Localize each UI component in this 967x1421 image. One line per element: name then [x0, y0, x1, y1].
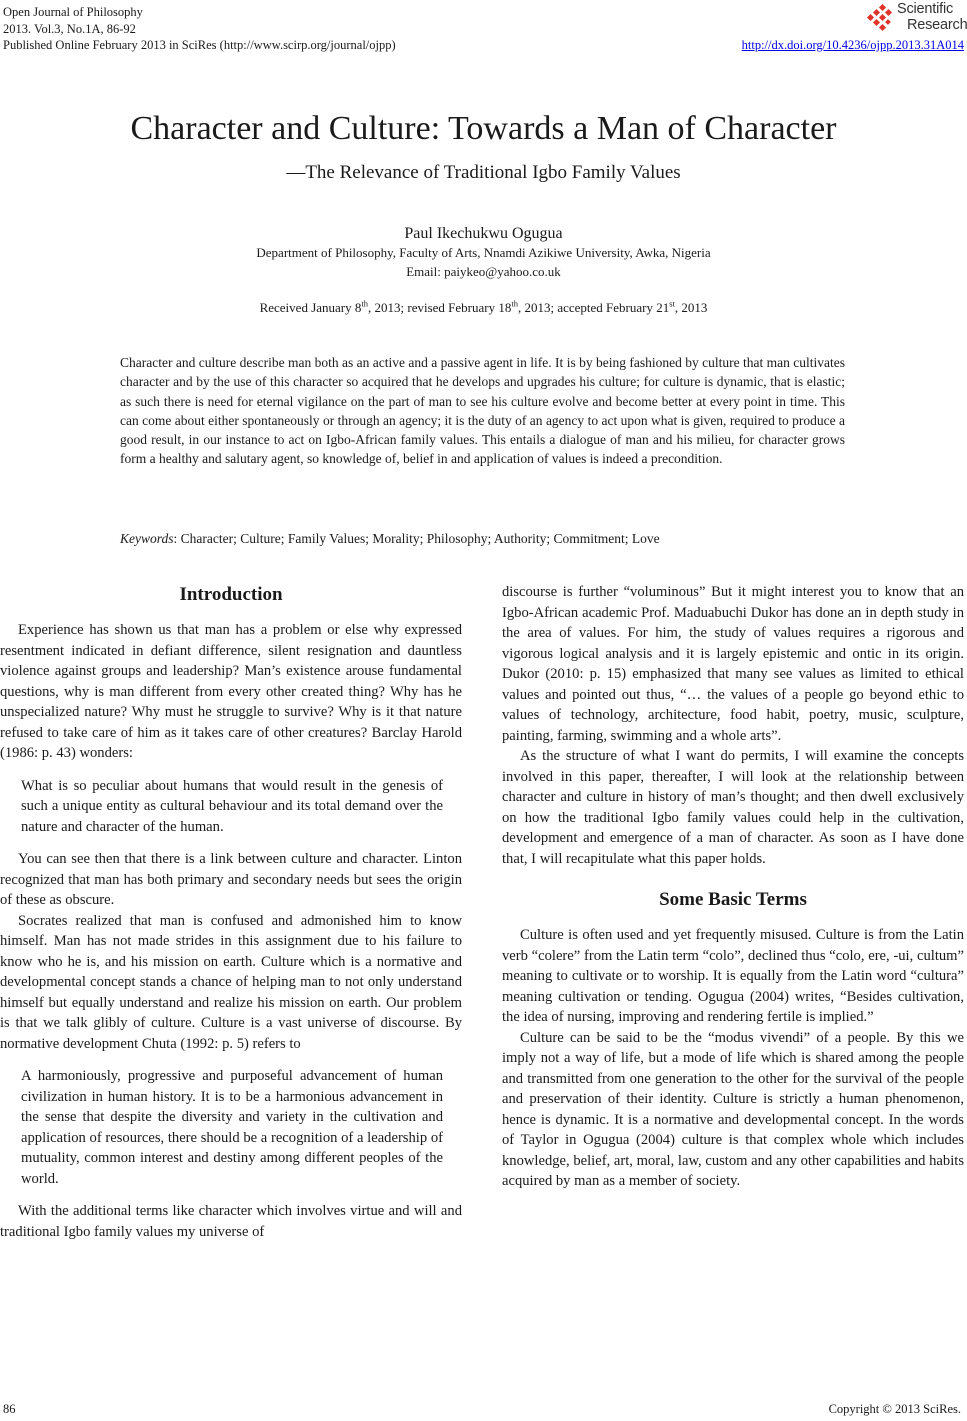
paragraph: Experience has shown us that man has a problem or else why expressed resentment indicated in defiant difference, silent resignation and dauntless violence against groups and leadership? Man’s existence arouse fundamental questions, why is man different from every other created thing? Why has he unspecialized nature? Why must he struggle to survive? Why is it that nature refused to take care of him as it takes care of other creatures? Barclay Harold (1986: p. 43) wonders: [0, 622, 462, 761]
abstract-text: Character and culture describe man both as an active and a passive agent in life. It is by being fashioned by culture that man cultivates character and by the use of this character so acquired that he develops and upgrades his culture; for culture is dynamic, that is elastic; as such there is need for eternal vigilance on the part of man to see his culture evolve and become better at every point in time. This can come about either spontaneously or through an agency; it is the duty of an agency to act upon what is given, required to produce a good result, in our instance to act on Igbo-African family values. This entails a dialogue of man and his milieu, for character grows form a healthy and salutary agent, so knowledge of, belief in and application of values is indeed a precondition. [120, 355, 845, 467]
block-quote: What is so peculiar about humans that would result in the genesis of such a unique entity as cultural behaviour and its total demand over the nature and character of the human. [21, 777, 443, 835]
section-heading-introduction: Introduction [179, 584, 283, 605]
left-column [0, 582, 462, 1242]
keywords-list: : Character; Culture; Family Values; Morality; Philosophy; Authority; Commitment; Love [173, 531, 660, 546]
author-email: Email: paiykeo@yahoo.co.uk [406, 263, 561, 279]
accepted-year: , 2013 [674, 300, 708, 315]
scirp-logo-icon [864, 4, 894, 34]
journal-name: Open Journal of Philosophy [3, 5, 143, 19]
paper-subtitle: —The Relevance of Traditional Igbo Family Values [286, 162, 681, 183]
author-name: Paul Ikechukwu Ogugua [404, 225, 563, 242]
paragraph: With the additional terms like character which involves virtue and will and traditional Igbo family values my universe of [0, 1203, 462, 1240]
affiliation-text: Department of Philosophy, Faculty of Arts, Nnamdi Azikiwe University, Awka, Nigeria [256, 245, 711, 260]
keywords-label: Keywords [120, 531, 174, 546]
abstract [120, 353, 845, 469]
journal-published: Published Online February 2013 in SciRes (http://www.scirp.org/journal/ojpp) [3, 38, 396, 52]
paragraph: Socrates realized that man is confused and admonished him to know himself. Man has not made strides in this assignment due to his failure to know who he is, and his mission on earth. Culture which is a normative and developmental concept stands a chance of helping man to not only understand himself but equally understand and realize his mission on earth. Our problem is that we talk glibly of culture. Culture is a vast universe of discourse. By normative development Chuta (1992: p. 5) refers to [0, 912, 462, 1052]
paragraph: Culture is often used and yet frequently misused. Culture is from the Latin verb “colere” from the Latin term “colo”, declined thus “colo, ere, -ui, cultum” meaning to cultivate or to worship. It is equally from the Latin word “cultura” meaning cultivation or tending. Ogugua (2004) writes, “Besides cultivation, the idea of nursing, improving and rendering fertile is implied.” [502, 927, 964, 1025]
submission-dates [0, 298, 967, 318]
keywords [120, 529, 845, 548]
revised-date: , 2013; revised February 18 [368, 300, 512, 315]
paragraph: You can see then that there is a link between culture and character. Linton recognized that man has both primary and secondary needs but sees the origin of these as obscure. [0, 851, 462, 908]
paper-title: Character and Culture: Towards a Man of Character [130, 110, 837, 147]
logo-line-1: Scientific [897, 1, 954, 17]
scientific-research-logo [864, 1, 967, 36]
logo-text [897, 2, 967, 33]
revised-sup: th [511, 298, 518, 309]
paragraph: discourse is further “voluminous” But it might interest you to know that an Igbo-African academic Prof. Maduabuchi Dukor has done an in depth study in the area of values. For him, the study of values requires a rigorous and vigorous logical analysis and it is largely epistemic and ontic in its origin. Dukor (2010: p. 15) emphasized that many see values as limited to ethical values and pointed out thus, “… the values of a people go beyond ethic to values of technology, architecture, food habit, poetry, music, sculpture, painting, farming, swimming and a whole arts”. [502, 584, 964, 744]
page-number: 86 [3, 1402, 16, 1416]
copyright-notice: Copyright © 2013 SciRes. [828, 1402, 961, 1416]
logo-line-2: Research [907, 16, 967, 33]
doi-link[interactable]: http://dx.doi.org/10.4236/ojpp.2013.31A014 [741, 38, 964, 52]
accepted-sup: st [669, 298, 675, 309]
received-sup: th [361, 298, 368, 309]
page-header [3, 1, 967, 58]
block-quote: A harmoniously, progressive and purposeful advancement of human civilization in human history. It is to be a harmonious advancement in the sense that despite the diversity and variety in the cultivation and application of resources, there should be a recognition of a leadership of mutuality, common interest and destiny among different peoples of the world. [21, 1068, 443, 1187]
section-heading-basic-terms: Some Basic Terms [659, 889, 807, 910]
accepted-date: , 2013; accepted February 21 [517, 300, 670, 315]
paragraph: As the structure of what I want do permits, I will examine the concepts involved in this paper, thereafter, I will look at the relationship between character and culture in history of man’s thought; and then dwell exclusively on how the traditional Igbo family values could help in the cultivation, development and emergence of a man of character. As soon as I have done that, I will recapitulate what this paper holds. [502, 748, 964, 867]
paragraph: Culture can be said to be the “modus vivendi” of a people. By this we imply not a way of life, but a mode of life which is shared among the people and transmitted from one generation to the other for the survival of the people and preservation of their identity. Culture is strictly a human phenomenon, hence is dynamic. It is a normative and developmental concept. In the words of Taylor in Ogugua (2004) culture is that complex whole which includes knowledge, belief, art, moral, law, custom and any other capabilities and habits acquired by man as a member of society. [502, 1029, 964, 1189]
right-column [502, 582, 964, 1192]
journal-volume: 2013. Vol.3, No.1A, 86-92 [3, 21, 136, 36]
received-date: Received January 8 [259, 300, 362, 315]
journal-info [3, 4, 396, 54]
author-affiliation [0, 244, 967, 281]
